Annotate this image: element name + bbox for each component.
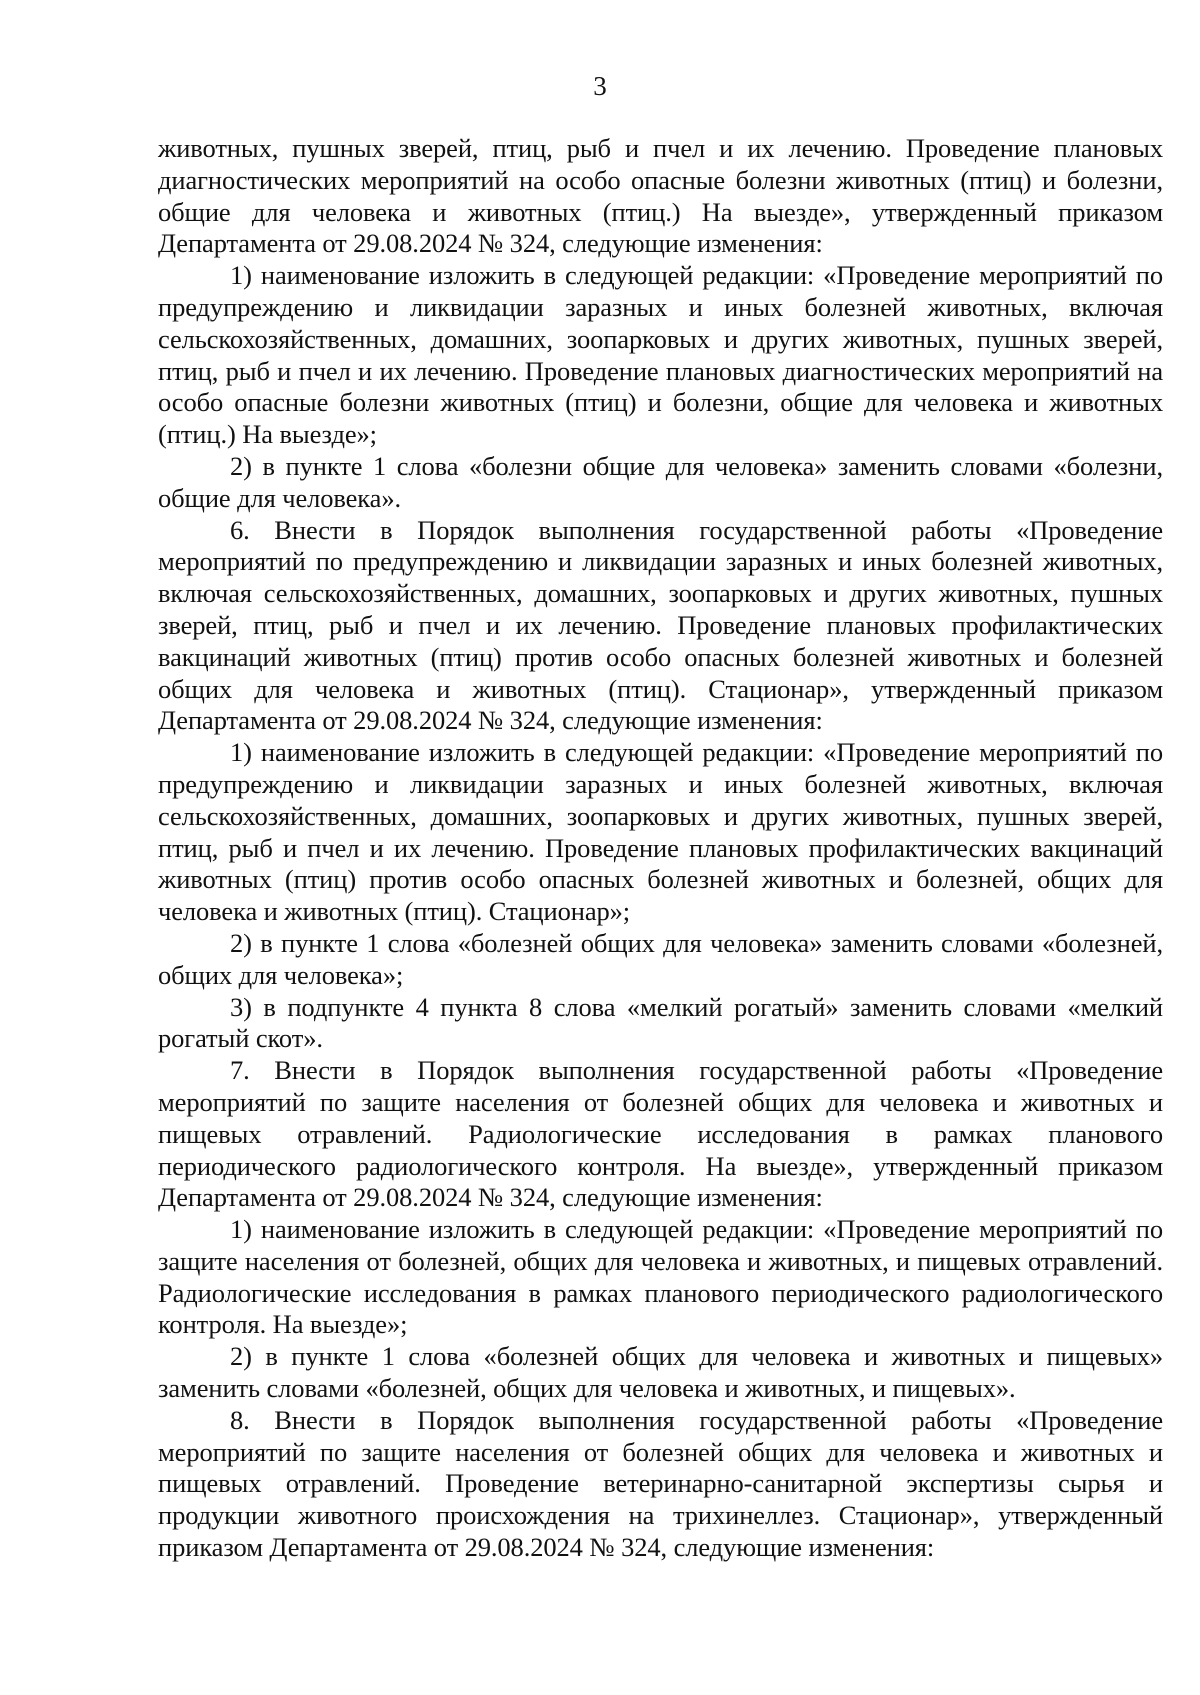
document-body	[158, 133, 1163, 1564]
paragraph: 3) в подпункте 4 пункта 8 слова «мелкий рогатый» заменить словами «мелкий рогатый скот».	[158, 991, 1163, 1054]
paragraph: 8. Внести в Порядок выполнения государственной работы «Проведение мероприятий по защите населения от болезней общих для человека и животных и пищевых отравлений. Проведение ветеринарно-санитарной экспертизы сырья и продукции животного происхождения на трихинеллез. Стационар», утвержденный приказом Департамента от 29.08.2024 № 324, следующие изменения:	[158, 1404, 1163, 1563]
paragraph: животных, пушных зверей, птиц, рыб и пчел и их лечению. Проведение плановых диагностических мероприятий на особо опасные болезни животных (птиц) и болезни, общие для человека и животных (птиц.) На выезде», утвержденный приказом Департамента от 29.08.2024 № 324, следующие изменения:	[158, 133, 1163, 259]
paragraph: 1) наименование изложить в следующей редакции: «Проведение мероприятий по защите населения от болезней, общих для человека и животных, и пищевых отравлений. Радиологические исследования в рамках планового периодического радиологического контроля. На выезде»;	[158, 1214, 1163, 1340]
paragraph: 6. Внести в Порядок выполнения государственной работы «Проведение мероприятий по предупреждению и ликвидации заразных и иных болезней животных, включая сельскохозяйственных, домашних, зоопарковых и других животных, пушных зверей, птиц, рыб и пчел и их лечению. Проведение плановых профилактических вакцинаций животных (птиц) против особо опасных болезней животных и болезней общих для человека и животных (птиц). Стационар», утвержденный приказом Департамента от 29.08.2024 № 324, следующие изменения:	[158, 514, 1163, 736]
paragraph: 2) в пункте 1 слова «болезни общие для человека» заменить словами «болезни, общие для человека».	[158, 450, 1163, 513]
paragraph: 2) в пункте 1 слова «болезней общих для человека и животных и пищевых» заменить словами «болезней, общих для человека и животных, и пищевых».	[158, 1341, 1163, 1404]
paragraph: 2) в пункте 1 слова «болезней общих для человека» заменить словами «болезней, общих для человека»;	[158, 927, 1163, 990]
paragraph: 1) наименование изложить в следующей редакции: «Проведение мероприятий по предупреждению и ликвидации заразных и иных болезней животных, включая сельскохозяйственных, домашних, зоопарковых и других животных, пушных зверей, птиц, рыб и пчел и их лечению. Проведение плановых профилактических вакцинаций животных (птиц) против особо опасных болезней животных и болезней, общих для человека и животных (птиц). Стационар»;	[158, 737, 1163, 927]
paragraph: 7. Внести в Порядок выполнения государственной работы «Проведение мероприятий по защите населения от болезней общих для человека и животных и пищевых отравлений. Радиологические исследования в рамках планового периодического радиологического контроля. На выезде», утвержденный приказом Департамента от 29.08.2024 № 324, следующие изменения:	[158, 1055, 1163, 1213]
page-number: 3	[593, 71, 607, 101]
paragraph: 1) наименование изложить в следующей редакции: «Проведение мероприятий по предупреждению и ликвидации заразных и иных болезней животных, включая сельскохозяйственных, домашних, зоопарковых и других животных, пушных зверей, птиц, рыб и пчел и их лечению. Проведение плановых диагностических мероприятий на особо опасные болезни животных (птиц) и болезни, общие для человека и животных (птиц.) На выезде»;	[158, 260, 1163, 450]
